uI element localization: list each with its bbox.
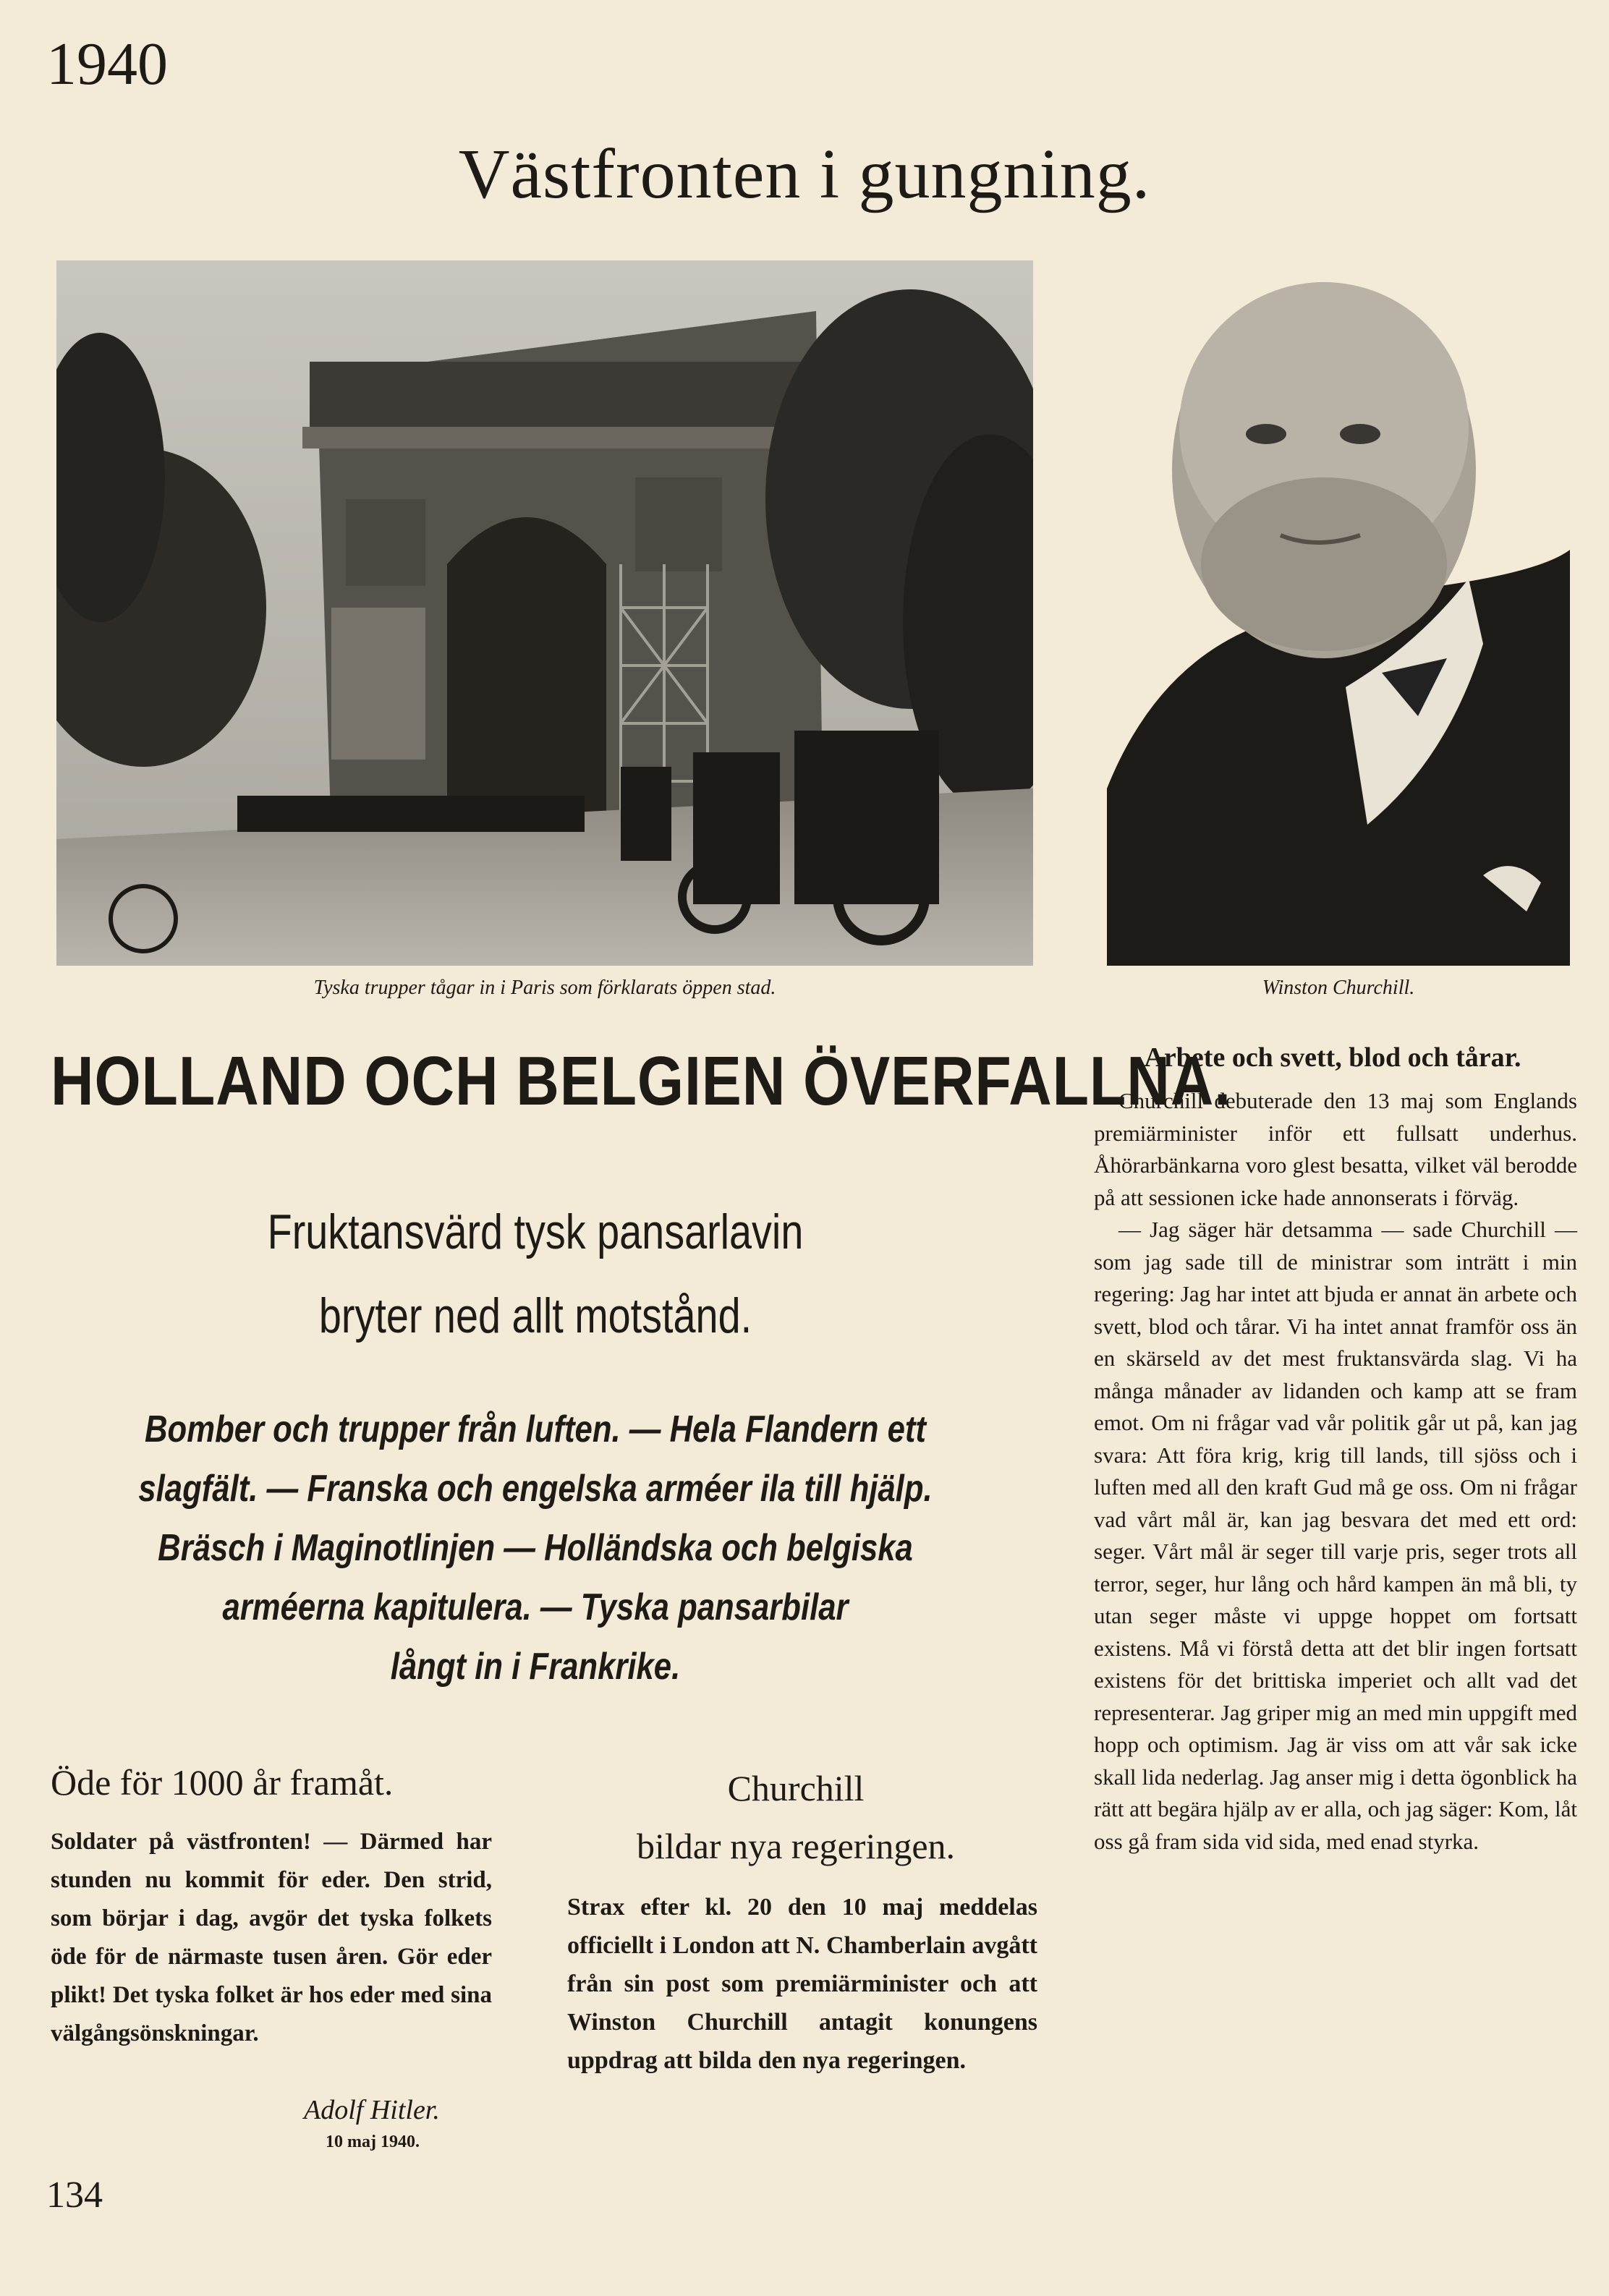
arc-photo-caption: Tyska trupper tågar in i Paris som förklarats öppen stad. — [313, 977, 776, 999]
page-number: 134 — [46, 2174, 103, 2216]
left-column-title: Öde för 1000 år framåt. — [51, 1762, 394, 1803]
subheadline — [51, 1190, 1020, 1358]
news-bullets — [51, 1400, 1020, 1696]
bullet-line: Bräsch i Maginotlinjen — Holländska och belgiska — [158, 1527, 913, 1569]
page-year: 1940 — [46, 30, 168, 98]
middle-column-text: Strax efter kl. 20 den 10 maj meddelas officiellt i London att N. Chamberlain avgått från sin post som premiärminister och att Winston Churchill antagit konungens uppdrag att bilda den nya regeringen. — [567, 1894, 1037, 2074]
churchill-photo-caption: Winston Churchill. — [1262, 977, 1415, 999]
page-title: Västfronten i gungning. — [458, 135, 1151, 213]
paragraph: — Jag säger här detsamma — sade Churchill — som jag sade till de ministrar som inträtt i min regering: Jag har intet att bjuda er annat än arbete och svett, blod och tårar. Vi ha intet annat framför oss än en skärseld av det mest fruktansvärda slag. Vi ha många månader av lidanden och kamp att se fram emot. Om ni frågar vad vår politik går ut på, kan jag svara: Att föra krig, krig till lands, till sjöss och i luften med all den kraft Gud må ge oss. Om ni frågar vad vårt mål är, kan jag besvara det med ett ord: seger. Vårt mål är seger till varje pris, seger trots all terror, seger, hur lång och hård kampen än må bli, ty utan seger måste vi uppge hoppet om fortsatt existens. Må vi förstå detta att det blir ingen fortsatt existens för det brittiska imperiet och allt vad det representerar. Jag griper mig an med min uppgift med hopp och optimism. Jag är viss om att vår sak icke skall lida nederlag. Jag anser mig i detta ögonblick ha rätt att begära hjälp av er alla, och jag säger: Kom, låt oss gå fram sida vid sida, med enad styrka. — [1094, 1217, 1577, 1854]
subheadline-line: bryter ned allt motstånd. — [318, 1288, 752, 1343]
left-column-text: Soldater på västfronten! — Därmed har stunden nu kommit för eder. Den strid, som börjar i dag, avgör det tyska folkets öde för de närmaste tusen åren. Gör eder plikt! Det tyska folket är hos eder med sina välgångsönskningar. — [51, 1829, 492, 2046]
bullet-line: arméerna kapitulera. — Tyska pansarbilar — [222, 1586, 849, 1628]
bullet-line: långt in i Frankrike. — [390, 1646, 681, 1688]
middle-column-title — [572, 1759, 1020, 1875]
signature-date: 10 maj 1940. — [326, 2133, 420, 2151]
arc-photo-graphic — [56, 260, 1033, 966]
right-column-heading: Arbete och svett, blod och tårar. — [1144, 1042, 1521, 1073]
signature: Adolf Hitler. — [304, 2095, 440, 2125]
right-column-text — [1094, 1085, 1577, 1858]
subheadline-line: Fruktansvärd tysk pansarlavin — [267, 1204, 804, 1259]
middle-title-line: Churchill — [727, 1768, 865, 1808]
bullet-line: Bomber och trupper från luften. — Hela Flandern ett — [145, 1408, 926, 1450]
churchill-portrait — [1107, 239, 1570, 966]
arc-de-triomphe-photo — [56, 260, 1033, 966]
main-headline: HOLLAND OCH BELGIEN ÖVERFALLNA. — [51, 1042, 1231, 1120]
middle-title-line: bildar nya regeringen. — [636, 1826, 956, 1866]
churchill-portrait-graphic — [1107, 239, 1570, 966]
paragraph: Churchill debuterade den 13 maj som Englands premiärminister inför ett fullsatt underhus. Åhörarbänkarna voro glest besatta, vilket väl berodde på att sessionen icke hade annonserats i förväg. — [1094, 1088, 1577, 1210]
bullet-line: slagfält. — Franska och engelska arméer ila till hjälp. — [138, 1468, 933, 1510]
